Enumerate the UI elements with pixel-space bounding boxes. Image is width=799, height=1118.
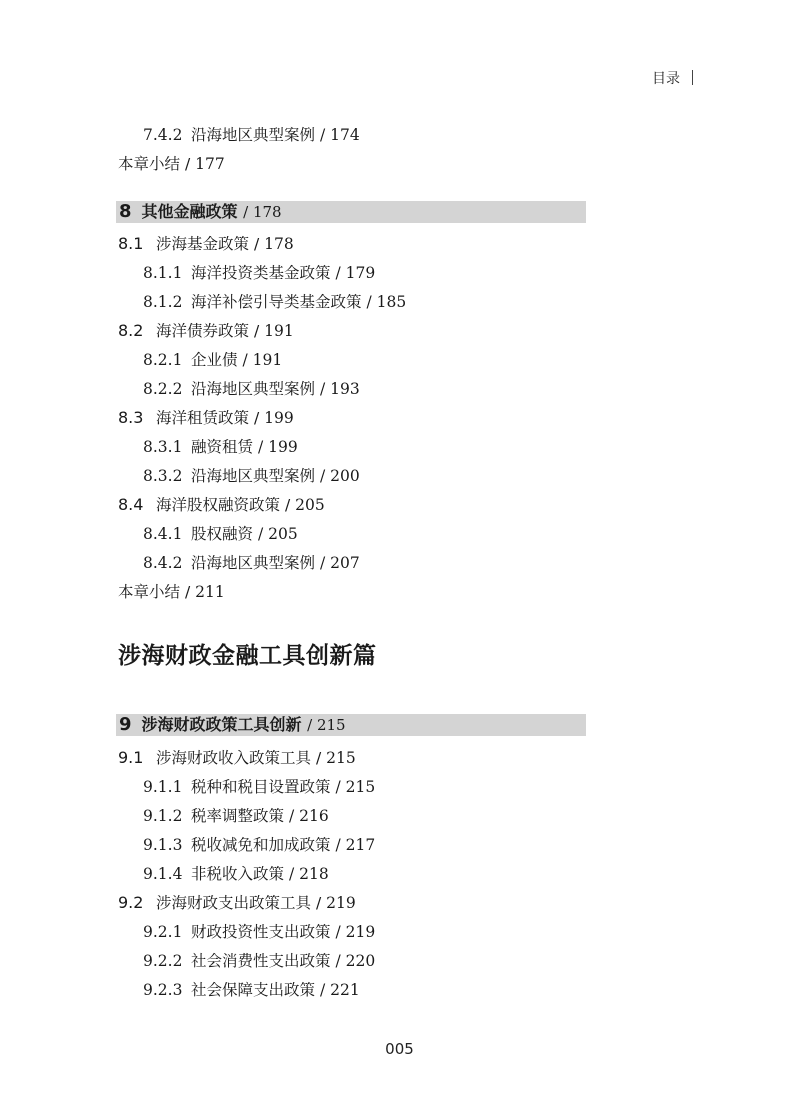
toc-section-8-3[interactable]: 8.3 海洋租赁政策 / 199 <box>118 408 294 427</box>
chapter-number: 8 <box>119 201 132 222</box>
entry-number: 9.2.1 <box>143 923 183 941</box>
entry-title: 本章小结 <box>118 583 181 601</box>
entry-number: 9.1.3 <box>143 836 183 854</box>
chapter-page: 215 <box>316 716 346 734</box>
toc-entry-8-1-2[interactable]: 8.1.2 海洋补偿引导类基金政策 / 185 <box>143 293 407 311</box>
entry-page: 207 <box>330 554 360 572</box>
entry-title: 本章小结 <box>118 155 181 173</box>
toc-entry-8-4-2[interactable]: 8.4.2 沿海地区典型案例 / 207 <box>143 554 360 572</box>
toc-entry-9-1-4[interactable]: 9.1.4 非税收入政策 / 218 <box>143 865 329 883</box>
entry-page: 193 <box>330 380 360 398</box>
chapter-page: 178 <box>252 203 282 221</box>
entry-number: 9.2.2 <box>143 952 183 970</box>
toc-entry-chapter8-summary[interactable]: 本章小结 / 211 <box>118 583 225 601</box>
entry-number: 9.1.2 <box>143 807 183 825</box>
section-number: 8.4 <box>118 495 144 514</box>
section-number: 9.2 <box>118 893 144 912</box>
entry-title: 社会保障支出政策 <box>191 981 316 999</box>
entry-page: 215 <box>345 778 376 796</box>
entry-number: 8.1.2 <box>143 293 183 311</box>
entry-number: 8.3.1 <box>143 438 183 456</box>
header-divider <box>692 70 693 85</box>
entry-page: 185 <box>376 293 407 311</box>
entry-page: 218 <box>299 865 329 883</box>
running-header-label: 目录 <box>652 71 680 87</box>
toc-entry-9-2-3[interactable]: 9.2.3 社会保障支出政策 / 221 <box>143 981 360 999</box>
toc-entry-8-2-2[interactable]: 8.2.2 沿海地区典型案例 / 193 <box>143 380 360 398</box>
entry-page: 174 <box>330 126 360 144</box>
entry-title: 海洋补偿引导类基金政策 <box>191 293 362 311</box>
entry-number: 9.1.1 <box>143 778 183 796</box>
section-page: 215 <box>326 749 356 767</box>
entry-number: 8.4.1 <box>143 525 183 543</box>
entry-page: 191 <box>252 351 283 369</box>
section-number: 8.1 <box>118 234 144 253</box>
section-page: 205 <box>295 496 325 514</box>
entry-page: 200 <box>330 467 360 485</box>
toc-entry-9-1-3[interactable]: 9.1.3 税收减免和加成政策 / 217 <box>143 836 376 854</box>
entry-title: 股权融资 <box>191 525 254 543</box>
section-title: 海洋债券政策 <box>156 322 250 340</box>
entry-number: 7.4.2 <box>143 126 183 144</box>
toc-section-8-2[interactable]: 8.2 海洋债券政策 / 191 <box>118 321 294 340</box>
toc-chapter-9[interactable]: 9 涉海财政政策工具创新 / 215 <box>119 714 346 735</box>
entry-title: 沿海地区典型案例 <box>191 467 316 485</box>
toc-entry-9-2-1[interactable]: 9.2.1 财政投资性支出政策 / 219 <box>143 923 376 941</box>
section-title: 涉海基金政策 <box>156 235 250 253</box>
section-title: 海洋租赁政策 <box>156 409 250 427</box>
entry-page: 179 <box>345 264 376 282</box>
entry-page: 216 <box>299 807 329 825</box>
toc-entry-9-1-2[interactable]: 9.1.2 税率调整政策 / 216 <box>143 807 329 825</box>
entry-page: 205 <box>268 525 298 543</box>
entry-title: 沿海地区典型案例 <box>191 126 316 144</box>
entry-title: 税种和税目设置政策 <box>191 778 331 796</box>
section-title: 海洋股权融资政策 <box>156 496 281 514</box>
section-page: 191 <box>264 322 294 340</box>
toc-entry-8-4-1[interactable]: 8.4.1 股权融资 / 205 <box>143 525 298 543</box>
toc-entry-8-2-1[interactable]: 8.2.1 企业债 / 191 <box>143 351 283 369</box>
entry-page: 199 <box>268 438 298 456</box>
entry-title: 非税收入政策 <box>191 865 285 883</box>
section-page: 219 <box>326 894 356 912</box>
toc-section-8-1[interactable]: 8.1 涉海基金政策 / 178 <box>118 234 294 253</box>
toc-section-9-2[interactable]: 9.2 涉海财政支出政策工具 / 219 <box>118 893 356 912</box>
entry-title: 税率调整政策 <box>191 807 285 825</box>
entry-page: 219 <box>345 923 376 941</box>
entry-number: 9.1.4 <box>143 865 183 883</box>
entry-page: 220 <box>345 952 376 970</box>
toc-entry-8-3-2[interactable]: 8.3.2 沿海地区典型案例 / 200 <box>143 467 360 485</box>
entry-title: 沿海地区典型案例 <box>191 380 316 398</box>
entry-number: 8.2.2 <box>143 380 183 398</box>
entry-title: 海洋投资类基金政策 <box>191 264 331 282</box>
toc-entry-8-3-1[interactable]: 8.3.1 融资租赁 / 199 <box>143 438 298 456</box>
chapter-title: 涉海财政政策工具创新 <box>141 715 302 734</box>
entry-number: 9.2.3 <box>143 981 183 999</box>
toc-entry-9-2-2[interactable]: 9.2.2 社会消费性支出政策 / 220 <box>143 952 376 970</box>
toc-chapter-8[interactable]: 8 其他金融政策 / 178 <box>119 201 282 222</box>
entry-number: 8.1.1 <box>143 264 183 282</box>
entry-page: 221 <box>330 981 360 999</box>
toc-section-9-1[interactable]: 9.1 涉海财政收入政策工具 / 215 <box>118 748 356 767</box>
part-title: 涉海财政金融工具创新篇 <box>118 643 377 669</box>
toc-entry-chapter7-summary[interactable]: 本章小结 / 177 <box>118 155 225 173</box>
page-number: 005 <box>385 1040 414 1058</box>
entry-title: 企业债 <box>191 351 238 369</box>
chapter-number: 9 <box>119 714 132 735</box>
section-title: 涉海财政支出政策工具 <box>156 894 312 912</box>
entry-title: 财政投资性支出政策 <box>191 923 331 941</box>
entry-title: 税收减免和加成政策 <box>191 836 331 854</box>
toc-entry-9-1-1[interactable]: 9.1.1 税种和税目设置政策 / 215 <box>143 778 376 796</box>
section-title: 涉海财政收入政策工具 <box>156 749 312 767</box>
entry-page: 177 <box>195 155 225 173</box>
entry-page: 211 <box>195 583 225 601</box>
section-number: 8.2 <box>118 321 144 340</box>
chapter-title: 其他金融政策 <box>141 202 238 221</box>
toc-entry-7-4-2[interactable]: 7.4.2 沿海地区典型案例 / 174 <box>143 126 360 144</box>
entry-title: 融资租赁 <box>191 438 254 456</box>
section-number: 8.3 <box>118 408 144 427</box>
section-number: 9.1 <box>118 748 144 767</box>
entry-number: 8.4.2 <box>143 554 183 572</box>
toc-section-8-4[interactable]: 8.4 海洋股权融资政策 / 205 <box>118 495 325 514</box>
section-page: 199 <box>264 409 294 427</box>
entry-number: 8.2.1 <box>143 351 183 369</box>
entry-title: 沿海地区典型案例 <box>191 554 316 572</box>
section-page: 178 <box>264 235 294 253</box>
entry-number: 8.3.2 <box>143 467 183 485</box>
toc-entry-8-1-1[interactable]: 8.1.1 海洋投资类基金政策 / 179 <box>143 264 376 282</box>
entry-page: 217 <box>345 836 376 854</box>
entry-title: 社会消费性支出政策 <box>191 952 331 970</box>
